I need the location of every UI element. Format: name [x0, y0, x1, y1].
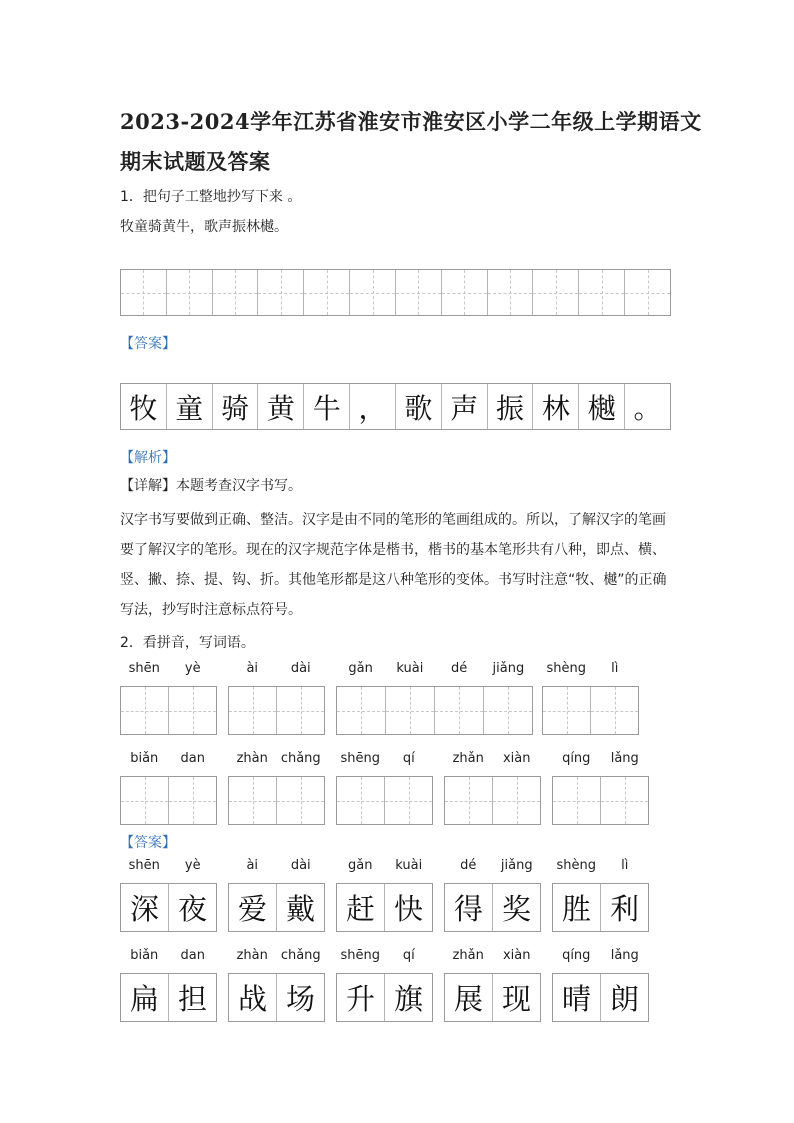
answer-char: 林	[541, 391, 570, 425]
answer-char: 声	[450, 391, 479, 425]
answer-char: 展	[453, 982, 483, 1016]
pinyin-word-6[interactable]	[228, 751, 325, 825]
grid-cell[interactable]	[442, 270, 488, 315]
page-title-line-2: 期末试题及答案	[120, 149, 271, 174]
answer-word-4	[444, 858, 541, 932]
answer-char: 。	[633, 392, 662, 425]
grid-cell[interactable]	[213, 270, 259, 315]
tian-box[interactable]	[169, 777, 216, 824]
tian-box[interactable]	[484, 687, 532, 734]
answer-cell	[167, 384, 213, 429]
pinyin: dài	[290, 858, 311, 873]
tian-box[interactable]	[229, 777, 277, 824]
pinyin: chǎng	[280, 948, 321, 963]
tian-box[interactable]	[601, 777, 648, 824]
answer-char: 深	[129, 892, 159, 926]
answer-char: 场	[285, 982, 315, 1016]
pinyin: zhàn	[236, 948, 268, 963]
answer-char: 晴	[561, 982, 591, 1016]
question-1-answer-grid	[120, 383, 671, 430]
question-2-prompt: 2．看拼音，写词语。	[120, 635, 255, 651]
pinyin: qíng	[562, 751, 591, 766]
answer-word-9	[444, 948, 541, 1022]
answer-char: 赶	[345, 892, 375, 926]
pinyin: ài	[246, 858, 259, 873]
tian-box[interactable]	[591, 687, 638, 734]
grid-cell[interactable]	[625, 270, 670, 315]
pinyin: zhàn	[236, 751, 268, 766]
answer-cell	[533, 384, 579, 429]
answer-char: 骑	[221, 391, 250, 425]
grid-cell[interactable]	[258, 270, 304, 315]
tian-box[interactable]	[493, 777, 540, 824]
tian-box[interactable]	[277, 687, 324, 734]
pinyin: yè	[184, 858, 201, 873]
pinyin: shèng	[556, 858, 596, 873]
tian-box[interactable]	[169, 687, 216, 734]
grid-cell[interactable]	[121, 270, 167, 315]
grid-cell[interactable]	[579, 270, 625, 315]
tian-box[interactable]	[385, 777, 432, 824]
pinyin: zhǎn	[452, 751, 484, 766]
answer-char: 歌	[404, 391, 433, 425]
tian-box[interactable]	[543, 687, 591, 734]
pinyin: kuài	[396, 661, 424, 676]
tian-box[interactable]	[337, 687, 386, 734]
answer-cell	[350, 384, 396, 429]
pinyin-word-4[interactable]	[542, 661, 639, 735]
pinyin: yè	[184, 661, 201, 676]
answer-cell	[213, 384, 259, 429]
answer-char: 扁	[129, 982, 159, 1016]
pinyin: qí	[402, 751, 415, 766]
answer-cell	[304, 384, 350, 429]
pinyin: dé	[451, 661, 468, 676]
answer-char: ，	[358, 391, 387, 425]
answer-char: 振	[496, 391, 525, 425]
pinyin-word-1[interactable]	[120, 661, 217, 735]
answer-char: 童	[175, 391, 204, 425]
pinyin: qí	[402, 948, 415, 963]
pinyin: shēng	[340, 751, 380, 766]
answer-char: 快	[393, 892, 423, 926]
pinyin: shēng	[340, 948, 380, 963]
pinyin: lì	[621, 858, 629, 873]
answer-char: 奖	[501, 892, 531, 926]
pinyin: dan	[180, 751, 205, 766]
pinyin: shēn	[128, 661, 160, 676]
tian-box[interactable]	[121, 687, 169, 734]
answer-word-7	[228, 948, 325, 1022]
answer-char: 战	[237, 982, 267, 1016]
answer-word-2	[228, 858, 325, 932]
pinyin-word-8[interactable]	[444, 751, 541, 825]
pinyin: dài	[290, 661, 311, 676]
tian-box[interactable]	[277, 777, 324, 824]
pinyin: qíng	[562, 948, 591, 963]
answer-cell	[579, 384, 625, 429]
answer-label-2: 【答案】	[120, 835, 176, 851]
answer-word-1	[120, 858, 217, 932]
pinyin: gǎn	[348, 661, 373, 676]
pinyin-word-2[interactable]	[228, 661, 325, 735]
pinyin: jiǎng	[500, 858, 533, 873]
analysis-paragraph: 汉字书写要做到正确、整洁。汉字是由不同的笔形的笔画组成的。所以，了解汉字的笔画要了解汉字的笔形。现在的汉字规范字体是楷书，楷书的基本笔形共有八种，即点、横、竖、撇、捺、提、钩、折。其他笔形都是这八种笔形的变体。书写时注意“牧、樾”的正确写法，抄写时注意标点符号。	[120, 512, 667, 618]
answer-label-1: 【答案】	[120, 336, 176, 352]
answer-char: 樾	[587, 391, 616, 425]
grid-cell[interactable]	[396, 270, 442, 315]
pinyin: lì	[611, 661, 619, 676]
pinyin: dan	[180, 948, 205, 963]
pinyin: ài	[246, 661, 259, 676]
tian-box[interactable]	[229, 687, 277, 734]
pinyin-word-9[interactable]	[552, 751, 649, 825]
pinyin: biǎn	[130, 751, 159, 766]
answer-word-10	[552, 948, 649, 1022]
answer-char: 旗	[393, 982, 423, 1016]
pinyin: zhǎn	[452, 948, 484, 963]
pinyin: shèng	[546, 661, 586, 676]
answer-cell	[625, 384, 670, 429]
pinyin: lǎng	[610, 751, 639, 766]
grid-cell[interactable]	[488, 270, 534, 315]
pinyin: xiàn	[502, 948, 531, 963]
answer-char: 胜	[561, 892, 591, 926]
answer-char: 朗	[609, 982, 639, 1016]
answer-char: 牛	[312, 391, 341, 425]
answer-char: 夜	[177, 892, 207, 926]
pinyin: chǎng	[280, 751, 321, 766]
question-1-sentence: 牧童骑黄牛，歌声振林樾。	[120, 219, 288, 235]
pinyin: xiàn	[502, 751, 531, 766]
answer-char: 利	[609, 892, 639, 926]
question-1-writing-grid[interactable]	[120, 269, 671, 316]
pinyin: shēn	[128, 858, 160, 873]
pinyin: kuài	[395, 858, 423, 873]
pinyin: lǎng	[610, 948, 639, 963]
answer-word-5	[552, 858, 649, 932]
pinyin-word-5[interactable]	[120, 751, 217, 825]
grid-cell[interactable]	[350, 270, 396, 315]
pinyin: dé	[460, 858, 477, 873]
pinyin: gǎn	[348, 858, 373, 873]
tian-box[interactable]	[435, 687, 484, 734]
answer-cell	[258, 384, 304, 429]
grid-cell[interactable]	[533, 270, 579, 315]
question-1-prompt: 1．把句子工整地抄写下来 。	[120, 189, 302, 205]
answer-char: 牧	[129, 391, 158, 425]
answer-word-3	[336, 858, 433, 932]
tian-box[interactable]	[386, 687, 435, 734]
answer-cell	[442, 384, 488, 429]
grid-cell[interactable]	[167, 270, 213, 315]
pinyin-word-3[interactable]	[336, 661, 533, 735]
answer-char: 升	[345, 982, 375, 1016]
tian-box[interactable]	[445, 777, 493, 824]
answer-char: 爱	[237, 892, 267, 926]
page-title-line-1: 2023-2024学年江苏省淮安市淮安区小学二年级上学期语文	[120, 109, 702, 134]
pinyin: biǎn	[130, 948, 159, 963]
tian-box[interactable]	[553, 777, 601, 824]
answer-char: 现	[501, 982, 531, 1016]
answer-char: 担	[177, 982, 207, 1016]
answer-char: 戴	[285, 892, 315, 926]
pinyin: jiǎng	[492, 661, 525, 676]
pinyin-word-7[interactable]	[336, 751, 433, 825]
answer-word-6	[120, 948, 217, 1022]
answer-cell	[488, 384, 534, 429]
tian-box[interactable]	[337, 777, 385, 824]
tian-box[interactable]	[121, 777, 169, 824]
answer-cell	[121, 384, 167, 429]
answer-cell	[396, 384, 442, 429]
analysis-detail: 【详解】本题考查汉字书写。	[120, 478, 302, 494]
grid-cell[interactable]	[304, 270, 350, 315]
analysis-label: 【解析】	[120, 450, 176, 466]
answer-word-8	[336, 948, 433, 1022]
answer-char: 得	[453, 892, 483, 926]
answer-char: 黄	[266, 391, 295, 425]
